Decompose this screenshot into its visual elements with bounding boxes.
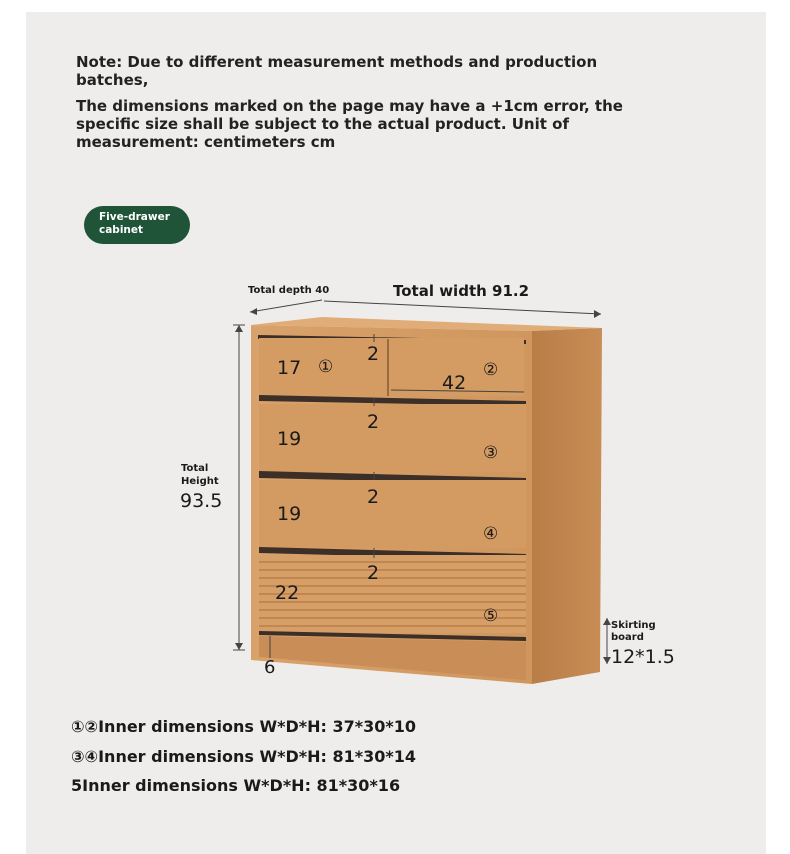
drawer-5-marker: ⑤ [483,606,499,626]
note-measurement-methods: Note: Due to different measurement methods and production batches, [76,53,598,89]
cabinet-side [532,328,602,684]
drawer-4-marker: ④ [483,524,499,544]
drawer-4-height: 19 [277,503,302,525]
skirting-value: 12*1.5 [611,646,675,668]
cabinet-illustration [251,317,602,684]
total-height-label-line2: Height [181,476,219,487]
cabinet-base [259,636,526,680]
drawer-1-marker: ① [318,357,334,377]
inner-dimensions-drawers-1-2: ①②Inner dimensions W*D*H: 37*30*10 [71,717,417,736]
gap-2-value: 2 [367,411,380,433]
inner-dimensions-drawer-5: 5Inner dimensions W*D*H: 81*30*16 [71,776,401,795]
product-spec-panel [26,12,766,854]
skirting-label-line2: board [611,632,644,643]
base-height-value: 6 [264,657,276,678]
total-height-value: 93.5 [180,490,223,512]
drawer-2-width: 42 [442,372,467,394]
skirting-label-line1: Skirting [611,620,656,631]
drawer-1-height: 17 [277,357,302,379]
drawer-5-height: 22 [275,582,300,604]
drawer-3-marker: ③ [483,443,499,463]
gap-1-value: 2 [367,343,380,365]
drawer-2-marker: ② [483,360,499,380]
gap-3-value: 2 [367,486,380,508]
drawer-3-height: 19 [277,428,302,450]
note-error-tolerance: The dimensions marked on the page may have a +1cm error, the specific size shall be subject to the actual product. Unit of measurement: centimeters cm [76,97,623,151]
total-height-label-line1: Total [181,463,209,474]
total-depth-label: Total depth 40 [248,285,330,296]
product-type-label: Five-drawer cabinet [99,211,170,236]
inner-dimensions-drawers-3-4: ③④Inner dimensions W*D*H: 81*30*14 [71,747,417,766]
gap-4-value: 2 [367,562,380,584]
total-width-label: Total width 91.2 [393,282,530,300]
